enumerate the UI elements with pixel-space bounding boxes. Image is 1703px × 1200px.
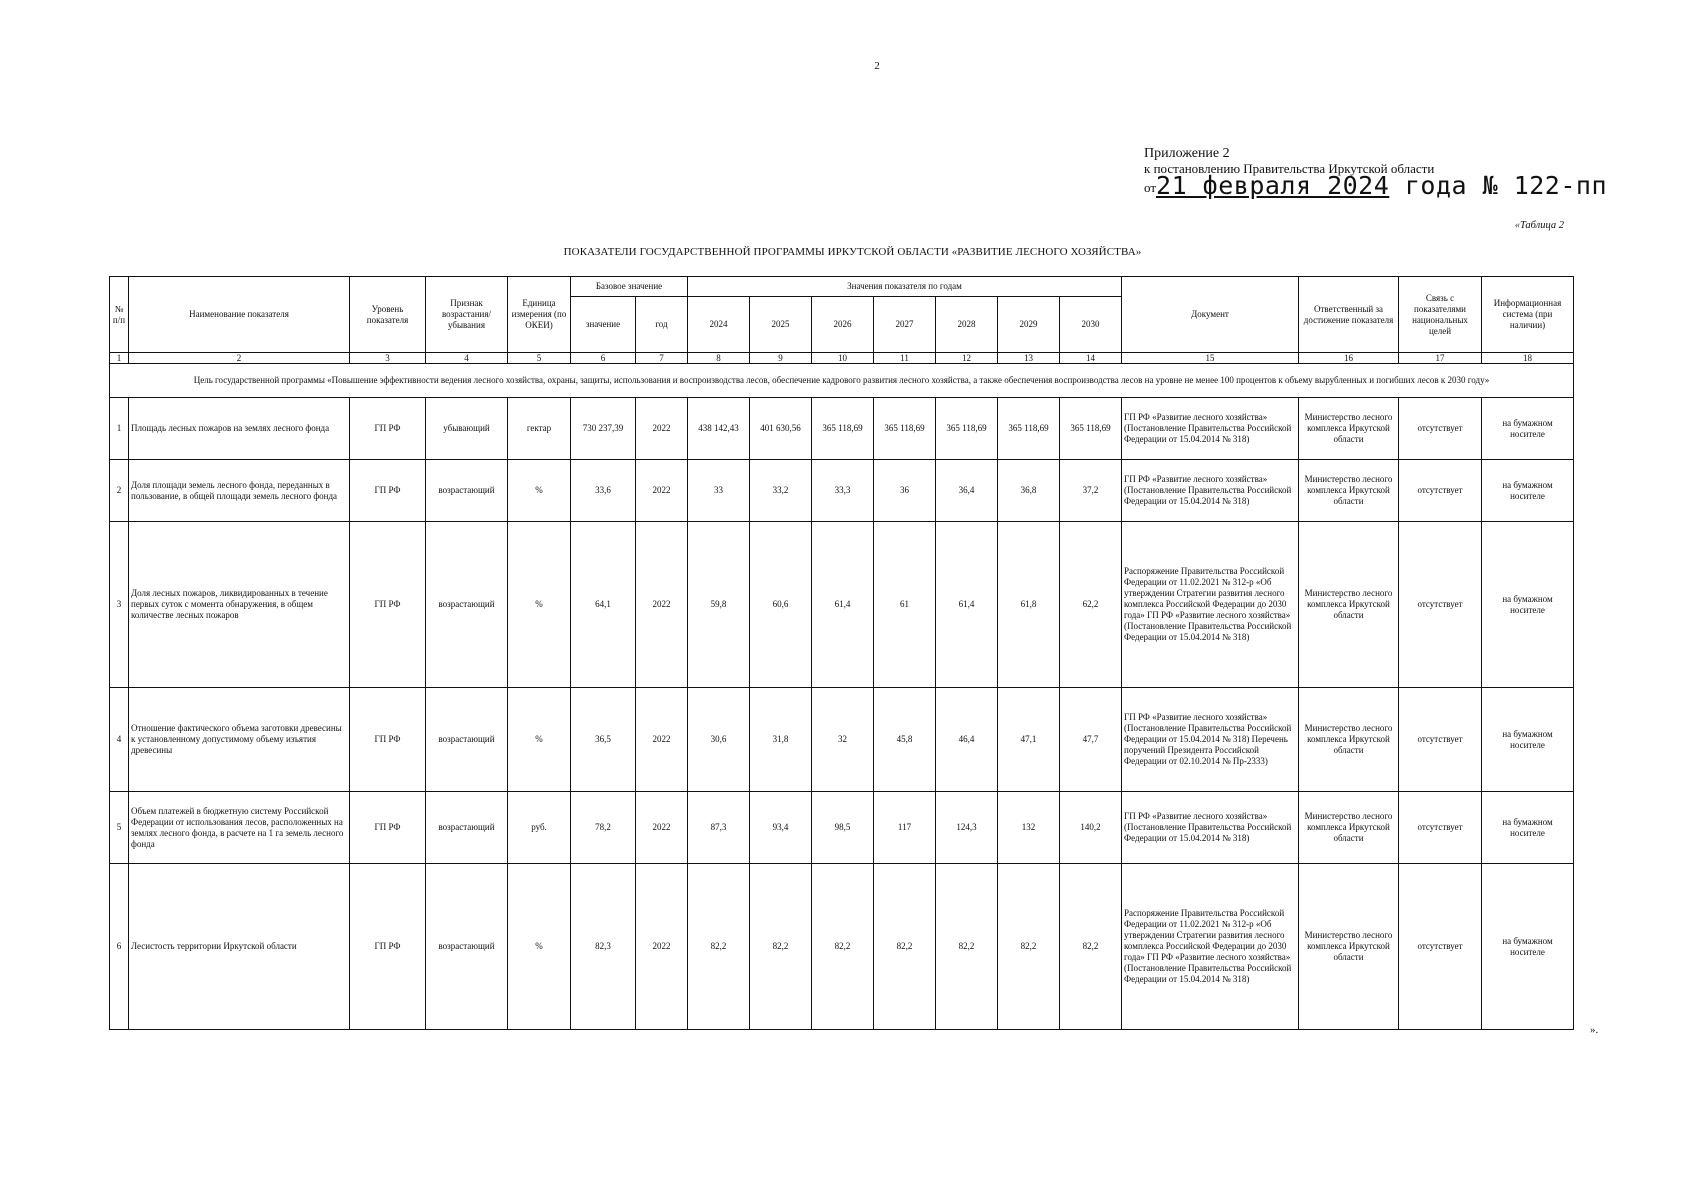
national-goals-link: отсутствует	[1399, 522, 1482, 688]
indicator-level: ГП РФ	[350, 398, 426, 460]
header-year: 2027	[874, 297, 936, 353]
table-row	[110, 792, 1574, 864]
column-numbers-row	[110, 353, 1574, 364]
responsible: Министерство лесного комплекса Иркутской области	[1299, 864, 1399, 1030]
value-2025: 33,2	[750, 460, 812, 522]
value-2024: 87,3	[688, 792, 750, 864]
indicator-name: Площадь лесных пожаров на землях лесного фонда	[129, 398, 350, 460]
document-ref: ГП РФ «Развитие лесного хозяйства» (Постановление Правительства Российской Федерации от 15.04.2014 № 318)	[1122, 398, 1299, 460]
info-system: на бумажном носителе	[1482, 688, 1574, 792]
header-year: 2025	[750, 297, 812, 353]
column-number: 10	[812, 353, 874, 364]
header-document: Документ	[1122, 277, 1299, 353]
appendix-date-line	[1144, 171, 1608, 200]
header-info: Информационная система (при наличии)	[1482, 277, 1574, 353]
indicator-trend: возрастающий	[426, 688, 508, 792]
appendix-line1: Приложение 2	[1144, 146, 1230, 161]
value-2028: 61,4	[936, 522, 998, 688]
document-title: ПОКАЗАТЕЛИ ГОСУДАРСТВЕННОЙ ПРОГРАММЫ ИРКУТСКОЙ ОБЛАСТИ «РАЗВИТИЕ ЛЕСНОГО ХОЗЯЙСТВА»	[563, 246, 1142, 258]
indicator-level: ГП РФ	[350, 688, 426, 792]
base-year: 2022	[636, 864, 688, 1030]
header-year: 2030	[1060, 297, 1122, 353]
base-year: 2022	[636, 688, 688, 792]
column-number: 17	[1399, 353, 1482, 364]
base-year: 2022	[636, 398, 688, 460]
value-2028: 365 118,69	[936, 398, 998, 460]
responsible: Министерство лесного комплекса Иркутской области	[1299, 688, 1399, 792]
value-2024: 33	[688, 460, 750, 522]
base-value: 33,6	[571, 460, 636, 522]
document-ref: ГП РФ «Развитие лесного хозяйства» (Постановление Правительства Российской Федерации от 15.04.2014 № 318)	[1122, 792, 1299, 864]
responsible: Министерство лесного комплекса Иркутской области	[1299, 398, 1399, 460]
indicator-trend: возрастающий	[426, 792, 508, 864]
document-ref: ГП РФ «Развитие лесного хозяйства» (Постановление Правительства Российской Федерации от 15.04.2014 № 318)	[1122, 460, 1299, 522]
column-number: 1	[110, 353, 129, 364]
appendix-header	[1144, 146, 1608, 200]
header-year: 2026	[812, 297, 874, 353]
value-2030: 82,2	[1060, 864, 1122, 1030]
table-row	[110, 688, 1574, 792]
national-goals-link: отсутствует	[1399, 688, 1482, 792]
value-2026: 82,2	[812, 864, 874, 1030]
base-year: 2022	[636, 460, 688, 522]
appendix-date: 21 февраля 2024	[1156, 171, 1390, 200]
header-base-year: год	[636, 297, 688, 353]
header-link: Связь с показателями национальных целей	[1399, 277, 1482, 353]
value-2029: 47,1	[998, 688, 1060, 792]
column-number: 3	[350, 353, 426, 364]
column-number: 4	[426, 353, 508, 364]
page-number: 2	[874, 60, 880, 72]
value-2025: 31,8	[750, 688, 812, 792]
info-system: на бумажном носителе	[1482, 864, 1574, 1030]
indicator-name: Объем платежей в бюджетную систему Российской Федерации от использования лесов, расположенных на землях лесного фонда, в расчете на 1 га земель лесного фонда	[129, 792, 350, 864]
column-number: 18	[1482, 353, 1574, 364]
table-row	[110, 398, 1574, 460]
table-row	[110, 864, 1574, 1030]
responsible: Министерство лесного комплекса Иркутской области	[1299, 792, 1399, 864]
value-2030: 365 118,69	[1060, 398, 1122, 460]
column-number: 13	[998, 353, 1060, 364]
header-name: Наименование показателя	[129, 277, 350, 353]
row-num: 3	[110, 522, 129, 688]
row-num: 1	[110, 398, 129, 460]
column-number: 6	[571, 353, 636, 364]
value-2030: 47,7	[1060, 688, 1122, 792]
value-2028: 124,3	[936, 792, 998, 864]
base-value: 36,5	[571, 688, 636, 792]
column-number: 8	[688, 353, 750, 364]
national-goals-link: отсутствует	[1399, 792, 1482, 864]
value-2029: 61,8	[998, 522, 1060, 688]
table-label: «Таблица 2	[1514, 220, 1564, 231]
header-base-value: значение	[571, 297, 636, 353]
base-value: 78,2	[571, 792, 636, 864]
info-system: на бумажном носителе	[1482, 522, 1574, 688]
base-value: 730 237,39	[571, 398, 636, 460]
header-base: Базовое значение	[571, 277, 688, 297]
header-responsible: Ответственный за достижение показателя	[1299, 277, 1399, 353]
indicator-unit: %	[508, 688, 571, 792]
base-year: 2022	[636, 522, 688, 688]
value-2026: 61,4	[812, 522, 874, 688]
value-2024: 438 142,43	[688, 398, 750, 460]
value-2028: 36,4	[936, 460, 998, 522]
table-row	[110, 460, 1574, 522]
responsible: Министерство лесного комплекса Иркутской области	[1299, 522, 1399, 688]
value-2028: 82,2	[936, 864, 998, 1030]
row-num: 6	[110, 864, 129, 1030]
indicator-level: ГП РФ	[350, 864, 426, 1030]
column-number: 15	[1122, 353, 1299, 364]
value-2025: 93,4	[750, 792, 812, 864]
value-2024: 30,6	[688, 688, 750, 792]
value-2027: 36	[874, 460, 936, 522]
column-number: 12	[936, 353, 998, 364]
column-number: 11	[874, 353, 936, 364]
indicator-trend: возрастающий	[426, 864, 508, 1030]
column-number: 5	[508, 353, 571, 364]
responsible: Министерство лесного комплекса Иркутской области	[1299, 460, 1399, 522]
indicator-unit: руб.	[508, 792, 571, 864]
row-num: 2	[110, 460, 129, 522]
column-number: 9	[750, 353, 812, 364]
value-2029: 365 118,69	[998, 398, 1060, 460]
column-number: 7	[636, 353, 688, 364]
value-2024: 82,2	[688, 864, 750, 1030]
indicators-table	[109, 276, 1574, 1030]
document-ref: ГП РФ «Развитие лесного хозяйства» (Постановление Правительства Российской Федерации от 15.04.2014 № 318) Перечень поручений Президента Российской Федерации от 02.10.2014 № Пр-2333)	[1122, 688, 1299, 792]
document-ref: Распоряжение Правительства Российской Федерации от 11.02.2021 № 312-р «Об утверждении Стратегии развития лесного комплекса Российской Федерации до 2030 года» ГП РФ «Развитие лесного хозяйства» (Постановление Правительства Российской Федерации от 15.04.2014 № 318)	[1122, 522, 1299, 688]
indicator-name: Доля лесных пожаров, ликвидированных в течение первых суток с момента обнаружения, в общем количестве лесных пожаров	[129, 522, 350, 688]
value-2027: 365 118,69	[874, 398, 936, 460]
column-number: 16	[1299, 353, 1399, 364]
national-goals-link: отсутствует	[1399, 460, 1482, 522]
header-level: Уровень показателя	[350, 277, 426, 353]
header-year: 2024	[688, 297, 750, 353]
value-2026: 32	[812, 688, 874, 792]
value-2026: 365 118,69	[812, 398, 874, 460]
appendix-line2: к постановлению Правительства Иркутской области	[1144, 161, 1435, 176]
info-system: на бумажном носителе	[1482, 460, 1574, 522]
indicator-trend: возрастающий	[426, 522, 508, 688]
header-years-group: Значения показателя по годам	[688, 277, 1122, 297]
indicator-name: Отношение фактического объема заготовки древесины к установленному допустимому объему изъятия древесины	[129, 688, 350, 792]
value-2026: 98,5	[812, 792, 874, 864]
value-2030: 62,2	[1060, 522, 1122, 688]
row-num: 5	[110, 792, 129, 864]
table-row	[110, 522, 1574, 688]
closing-quote: ».	[1590, 1024, 1599, 1036]
indicator-unit: %	[508, 522, 571, 688]
indicator-unit: %	[508, 460, 571, 522]
indicators-table-wrapper	[109, 276, 1574, 1030]
indicator-name: Доля площади земель лесного фонда, переданных в пользование, в общей площади земель лесного фонда	[129, 460, 350, 522]
value-2025: 82,2	[750, 864, 812, 1030]
value-2026: 33,3	[812, 460, 874, 522]
indicator-trend: возрастающий	[426, 460, 508, 522]
info-system: на бумажном носителе	[1482, 792, 1574, 864]
header-year: 2029	[998, 297, 1060, 353]
base-value: 82,3	[571, 864, 636, 1030]
document-ref: Распоряжение Правительства Российской Федерации от 11.02.2021 № 312-р «Об утверждении Стратегии развития лесного комплекса Российской Федерации до 2030 года» ГП РФ «Развитие лесного хозяйства» (Постановление Правительства Российской Федерации от 15.04.2014 № 318)	[1122, 864, 1299, 1030]
column-number: 14	[1060, 353, 1122, 364]
value-2027: 117	[874, 792, 936, 864]
value-2025: 401 630,56	[750, 398, 812, 460]
value-2027: 82,2	[874, 864, 936, 1030]
column-number: 2	[129, 353, 350, 364]
value-2024: 59,8	[688, 522, 750, 688]
row-num: 4	[110, 688, 129, 792]
value-2029: 82,2	[998, 864, 1060, 1030]
value-2025: 60,6	[750, 522, 812, 688]
indicator-unit: %	[508, 864, 571, 1030]
header-trend: Признак возрастания/ убывания	[426, 277, 508, 353]
base-value: 64,1	[571, 522, 636, 688]
value-2027: 61	[874, 522, 936, 688]
value-2030: 140,2	[1060, 792, 1122, 864]
national-goals-link: отсутствует	[1399, 398, 1482, 460]
value-2028: 46,4	[936, 688, 998, 792]
value-2029: 36,8	[998, 460, 1060, 522]
value-2030: 37,2	[1060, 460, 1122, 522]
indicator-trend: убывающий	[426, 398, 508, 460]
info-system: на бумажном носителе	[1482, 398, 1574, 460]
header-num: № п/п	[110, 277, 129, 353]
indicator-unit: гектар	[508, 398, 571, 460]
value-2027: 45,8	[874, 688, 936, 792]
indicator-level: ГП РФ	[350, 522, 426, 688]
goal-row	[110, 364, 1574, 398]
appendix-date-prefix: от	[1144, 180, 1157, 195]
indicator-name: Лесистость территории Иркутской области	[129, 864, 350, 1030]
value-2029: 132	[998, 792, 1060, 864]
indicator-level: ГП РФ	[350, 792, 426, 864]
appendix-number: года № 122-пп	[1389, 171, 1608, 200]
program-goal: Цель государственной программы «Повышение эффективности ведения лесного хозяйства, охраны, защиты, использования и воспроизводства лесов, обеспечение кадрового развития лесного хозяйства, а также обеспечения воспроизводства лесов на уровне не менее 100 процентов к объему вырубленных и погибших лесов к 2030 году»	[110, 364, 1574, 398]
base-year: 2022	[636, 792, 688, 864]
header-unit: Единица измерения (по ОКЕИ)	[508, 277, 571, 353]
header-year: 2028	[936, 297, 998, 353]
national-goals-link: отсутствует	[1399, 864, 1482, 1030]
indicator-level: ГП РФ	[350, 460, 426, 522]
